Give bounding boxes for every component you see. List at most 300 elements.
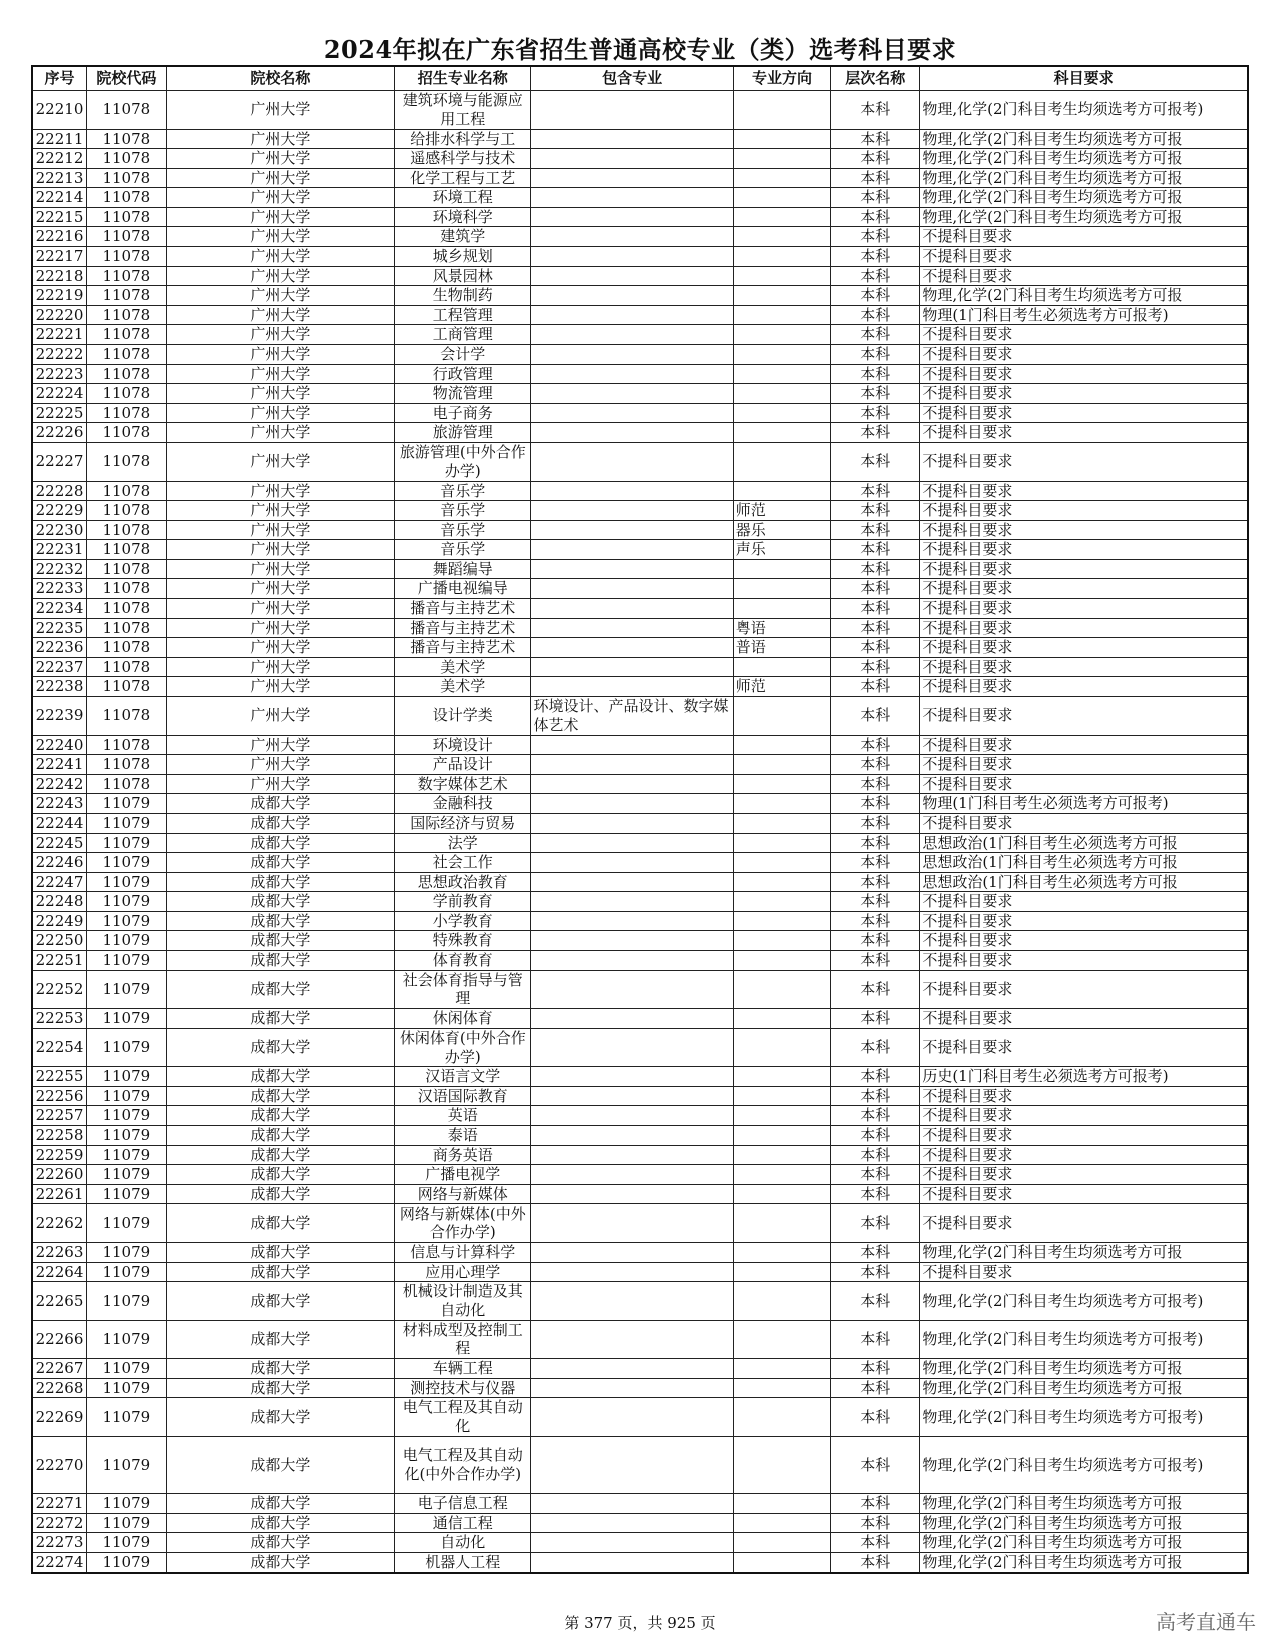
cell-seq: 22253 bbox=[32, 1009, 87, 1029]
cell-subject-req: 不提科目要求 bbox=[920, 227, 1248, 247]
cell-level: 本科 bbox=[831, 1320, 920, 1359]
cell-level: 本科 bbox=[831, 443, 920, 482]
cell-seq: 22213 bbox=[32, 168, 87, 188]
cell-school-name: 成都大学 bbox=[166, 794, 395, 814]
cell-direction bbox=[733, 1262, 830, 1282]
cell-included-majors bbox=[531, 1106, 733, 1126]
cell-subject-req: 物理,化学(2门科目考生均须选考方可报 bbox=[920, 188, 1248, 208]
cell-major-name: 国际经济与贸易 bbox=[395, 813, 531, 833]
cell-school-name: 成都大学 bbox=[166, 931, 395, 951]
cell-school-code: 11078 bbox=[87, 345, 167, 365]
cell-direction bbox=[733, 305, 830, 325]
cell-level: 本科 bbox=[831, 1165, 920, 1185]
cell-seq: 22250 bbox=[32, 931, 87, 951]
cell-direction bbox=[733, 1106, 830, 1126]
cell-major-name: 信息与计算科学 bbox=[395, 1242, 531, 1262]
cell-direction bbox=[733, 188, 830, 208]
cell-included-majors bbox=[531, 892, 733, 912]
cell-included-majors bbox=[531, 227, 733, 247]
cell-level: 本科 bbox=[831, 638, 920, 658]
table-row bbox=[32, 325, 1248, 345]
cell-school-name: 广州大学 bbox=[166, 188, 395, 208]
cell-direction bbox=[733, 129, 830, 149]
cell-level: 本科 bbox=[831, 1359, 920, 1379]
cell-direction bbox=[733, 794, 830, 814]
cell-subject-req: 物理,化学(2门科目考生均须选考方可报考) bbox=[920, 91, 1248, 130]
cell-direction bbox=[733, 657, 830, 677]
cell-level: 本科 bbox=[831, 227, 920, 247]
table-row bbox=[32, 1028, 1248, 1067]
cell-major-name: 生物制药 bbox=[395, 286, 531, 306]
cell-included-majors bbox=[531, 1494, 733, 1514]
table-row bbox=[32, 1184, 1248, 1204]
cell-level: 本科 bbox=[831, 1009, 920, 1029]
cell-school-name: 成都大学 bbox=[166, 1145, 395, 1165]
table-row bbox=[32, 403, 1248, 423]
cell-subject-req: 思想政治(1门科目考生必须选考方可报 bbox=[920, 853, 1248, 873]
cell-school-code: 11079 bbox=[87, 794, 167, 814]
cell-seq: 22210 bbox=[32, 91, 87, 130]
cell-included-majors bbox=[531, 168, 733, 188]
cell-school-name: 广州大学 bbox=[166, 540, 395, 560]
cell-level: 本科 bbox=[831, 149, 920, 169]
cell-school-name: 成都大学 bbox=[166, 1533, 395, 1553]
cell-included-majors bbox=[531, 1533, 733, 1553]
cell-subject-req: 不提科目要求 bbox=[920, 1009, 1248, 1029]
cell-major-name: 汉语国际教育 bbox=[395, 1086, 531, 1106]
cell-school-code: 11079 bbox=[87, 1282, 167, 1321]
cell-subject-req: 物理,化学(2门科目考生均须选考方可报 bbox=[920, 1494, 1248, 1514]
table-row bbox=[32, 872, 1248, 892]
cell-school-name: 广州大学 bbox=[166, 697, 395, 736]
cell-direction bbox=[733, 423, 830, 443]
cell-included-majors bbox=[531, 1378, 733, 1398]
cell-level: 本科 bbox=[831, 970, 920, 1009]
table-row bbox=[32, 247, 1248, 267]
cell-subject-req: 不提科目要求 bbox=[920, 364, 1248, 384]
table-row bbox=[32, 305, 1248, 325]
cell-major-name: 广播电视编导 bbox=[395, 579, 531, 599]
cell-school-code: 11078 bbox=[87, 384, 167, 404]
cell-included-majors bbox=[531, 1204, 733, 1243]
header-school-code: 院校代码 bbox=[87, 66, 167, 91]
cell-level: 本科 bbox=[831, 657, 920, 677]
cell-school-name: 广州大学 bbox=[166, 755, 395, 775]
cell-major-name: 网络与新媒体(中外合作办学) bbox=[395, 1204, 531, 1243]
table-body bbox=[32, 91, 1248, 1573]
cell-seq: 22224 bbox=[32, 384, 87, 404]
cell-seq: 22238 bbox=[32, 677, 87, 697]
cell-major-name: 金融科技 bbox=[395, 794, 531, 814]
cell-included-majors bbox=[531, 794, 733, 814]
table-row bbox=[32, 657, 1248, 677]
cell-school-name: 成都大学 bbox=[166, 1494, 395, 1514]
cell-level: 本科 bbox=[831, 481, 920, 501]
cell-subject-req: 不提科目要求 bbox=[920, 970, 1248, 1009]
cell-level: 本科 bbox=[831, 501, 920, 521]
table-row bbox=[32, 1513, 1248, 1533]
cell-school-code: 11078 bbox=[87, 91, 167, 130]
cell-school-code: 11079 bbox=[87, 1184, 167, 1204]
cell-level: 本科 bbox=[831, 247, 920, 267]
requirements-table bbox=[31, 65, 1249, 1574]
cell-school-name: 成都大学 bbox=[166, 1359, 395, 1379]
cell-school-code: 11079 bbox=[87, 951, 167, 971]
cell-subject-req: 物理,化学(2门科目考生均须选考方可报考) bbox=[920, 1282, 1248, 1321]
cell-school-name: 广州大学 bbox=[166, 520, 395, 540]
cell-school-name: 广州大学 bbox=[166, 657, 395, 677]
cell-level: 本科 bbox=[831, 540, 920, 560]
cell-level: 本科 bbox=[831, 677, 920, 697]
cell-seq: 22262 bbox=[32, 1204, 87, 1243]
cell-direction bbox=[733, 345, 830, 365]
cell-school-code: 11079 bbox=[87, 833, 167, 853]
table-row bbox=[32, 384, 1248, 404]
cell-seq: 22272 bbox=[32, 1513, 87, 1533]
cell-major-name: 应用心理学 bbox=[395, 1262, 531, 1282]
cell-level: 本科 bbox=[831, 559, 920, 579]
cell-school-name: 成都大学 bbox=[166, 1378, 395, 1398]
cell-major-name: 社会体育指导与管理 bbox=[395, 970, 531, 1009]
cell-included-majors bbox=[531, 813, 733, 833]
cell-subject-req: 思想政治(1门科目考生必须选考方可报 bbox=[920, 872, 1248, 892]
cell-level: 本科 bbox=[831, 735, 920, 755]
table-row bbox=[32, 1145, 1248, 1165]
cell-included-majors bbox=[531, 1553, 733, 1573]
cell-major-name: 数字媒体艺术 bbox=[395, 774, 531, 794]
cell-seq: 22259 bbox=[32, 1145, 87, 1165]
cell-major-name: 设计学类 bbox=[395, 697, 531, 736]
table-row bbox=[32, 794, 1248, 814]
cell-subject-req: 不提科目要求 bbox=[920, 735, 1248, 755]
cell-level: 本科 bbox=[831, 1184, 920, 1204]
header-subject-req: 科目要求 bbox=[920, 66, 1248, 91]
table-row bbox=[32, 1533, 1248, 1553]
cell-seq: 22256 bbox=[32, 1086, 87, 1106]
cell-major-name: 学前教育 bbox=[395, 892, 531, 912]
cell-school-code: 11078 bbox=[87, 207, 167, 227]
cell-included-majors bbox=[531, 1242, 733, 1262]
cell-school-name: 成都大学 bbox=[166, 1204, 395, 1243]
cell-level: 本科 bbox=[831, 1126, 920, 1146]
table-row bbox=[32, 677, 1248, 697]
cell-major-name: 电子商务 bbox=[395, 403, 531, 423]
cell-subject-req: 不提科目要求 bbox=[920, 1106, 1248, 1126]
cell-level: 本科 bbox=[831, 345, 920, 365]
page-footer: 第 377 页，共 925 页 bbox=[564, 1614, 716, 1632]
cell-school-code: 11078 bbox=[87, 168, 167, 188]
cell-subject-req: 不提科目要求 bbox=[920, 638, 1248, 658]
cell-direction bbox=[733, 1028, 830, 1067]
cell-major-name: 播音与主持艺术 bbox=[395, 618, 531, 638]
cell-subject-req: 不提科目要求 bbox=[920, 1165, 1248, 1185]
cell-major-name: 广播电视学 bbox=[395, 1165, 531, 1185]
cell-direction: 普语 bbox=[733, 638, 830, 658]
cell-major-name: 建筑学 bbox=[395, 227, 531, 247]
table-row bbox=[32, 970, 1248, 1009]
cell-direction bbox=[733, 951, 830, 971]
cell-school-name: 成都大学 bbox=[166, 951, 395, 971]
cell-level: 本科 bbox=[831, 911, 920, 931]
cell-subject-req: 物理,化学(2门科目考生均须选考方可报 bbox=[920, 207, 1248, 227]
cell-seq: 22219 bbox=[32, 286, 87, 306]
table-row bbox=[32, 1067, 1248, 1087]
cell-included-majors bbox=[531, 677, 733, 697]
cell-included-majors bbox=[531, 247, 733, 267]
cell-level: 本科 bbox=[831, 1028, 920, 1067]
page-title: 2024年拟在广东省招生普通高校专业（类）选考科目要求 bbox=[323, 35, 957, 64]
cell-school-name: 成都大学 bbox=[166, 833, 395, 853]
cell-included-majors bbox=[531, 1145, 733, 1165]
cell-subject-req: 物理,化学(2门科目考生均须选考方可报考) bbox=[920, 1436, 1248, 1494]
cell-level: 本科 bbox=[831, 1262, 920, 1282]
cell-subject-req: 不提科目要求 bbox=[920, 1086, 1248, 1106]
table-row bbox=[32, 345, 1248, 365]
cell-subject-req: 物理,化学(2门科目考生均须选考方可报 bbox=[920, 1533, 1248, 1553]
cell-school-code: 11079 bbox=[87, 1028, 167, 1067]
cell-school-name: 成都大学 bbox=[166, 813, 395, 833]
cell-level: 本科 bbox=[831, 579, 920, 599]
cell-school-code: 11078 bbox=[87, 227, 167, 247]
cell-direction bbox=[733, 286, 830, 306]
cell-seq: 22242 bbox=[32, 774, 87, 794]
cell-school-code: 11078 bbox=[87, 403, 167, 423]
cell-major-name: 产品设计 bbox=[395, 755, 531, 775]
cell-level: 本科 bbox=[831, 286, 920, 306]
cell-school-name: 成都大学 bbox=[166, 1184, 395, 1204]
cell-school-name: 成都大学 bbox=[166, 1126, 395, 1146]
cell-school-code: 11078 bbox=[87, 129, 167, 149]
cell-included-majors bbox=[531, 423, 733, 443]
cell-school-code: 11078 bbox=[87, 188, 167, 208]
cell-level: 本科 bbox=[831, 1067, 920, 1087]
cell-included-majors bbox=[531, 325, 733, 345]
cell-major-name: 机械设计制造及其自动化 bbox=[395, 1282, 531, 1321]
cell-seq: 22241 bbox=[32, 755, 87, 775]
cell-included-majors bbox=[531, 1282, 733, 1321]
cell-seq: 22214 bbox=[32, 188, 87, 208]
cell-subject-req: 不提科目要求 bbox=[920, 599, 1248, 619]
cell-included-majors bbox=[531, 579, 733, 599]
table-row bbox=[32, 443, 1248, 482]
cell-school-name: 广州大学 bbox=[166, 559, 395, 579]
table-row bbox=[32, 1204, 1248, 1243]
cell-major-name: 工商管理 bbox=[395, 325, 531, 345]
cell-major-name: 法学 bbox=[395, 833, 531, 853]
cell-school-name: 成都大学 bbox=[166, 1106, 395, 1126]
table-row bbox=[32, 364, 1248, 384]
table-row bbox=[32, 1086, 1248, 1106]
cell-school-code: 11078 bbox=[87, 149, 167, 169]
cell-direction bbox=[733, 931, 830, 951]
cell-included-majors bbox=[531, 970, 733, 1009]
table-row bbox=[32, 599, 1248, 619]
table-row bbox=[32, 813, 1248, 833]
cell-seq: 22269 bbox=[32, 1398, 87, 1437]
cell-school-code: 11079 bbox=[87, 1359, 167, 1379]
cell-major-name: 音乐学 bbox=[395, 520, 531, 540]
cell-subject-req: 不提科目要求 bbox=[920, 403, 1248, 423]
cell-school-code: 11079 bbox=[87, 1009, 167, 1029]
cell-level: 本科 bbox=[831, 403, 920, 423]
cell-major-name: 电气工程及其自动化 bbox=[395, 1398, 531, 1437]
cell-school-code: 11079 bbox=[87, 1126, 167, 1146]
cell-direction bbox=[733, 579, 830, 599]
cell-school-code: 11079 bbox=[87, 813, 167, 833]
cell-school-code: 11078 bbox=[87, 579, 167, 599]
table-row bbox=[32, 266, 1248, 286]
cell-school-code: 11078 bbox=[87, 501, 167, 521]
cell-direction bbox=[733, 1009, 830, 1029]
cell-included-majors bbox=[531, 1513, 733, 1533]
cell-included-majors bbox=[531, 755, 733, 775]
cell-seq: 22227 bbox=[32, 443, 87, 482]
cell-level: 本科 bbox=[831, 266, 920, 286]
table-row bbox=[32, 638, 1248, 658]
cell-seq: 22260 bbox=[32, 1165, 87, 1185]
cell-included-majors bbox=[531, 384, 733, 404]
cell-school-name: 广州大学 bbox=[166, 91, 395, 130]
cell-direction bbox=[733, 1320, 830, 1359]
cell-subject-req: 物理,化学(2门科目考生均须选考方可报考) bbox=[920, 1398, 1248, 1437]
cell-included-majors bbox=[531, 1359, 733, 1379]
cell-major-name: 播音与主持艺术 bbox=[395, 638, 531, 658]
table-row bbox=[32, 1165, 1248, 1185]
cell-school-name: 广州大学 bbox=[166, 481, 395, 501]
cell-school-name: 成都大学 bbox=[166, 1513, 395, 1533]
cell-major-name: 车辆工程 bbox=[395, 1359, 531, 1379]
cell-school-name: 成都大学 bbox=[166, 970, 395, 1009]
cell-included-majors bbox=[531, 364, 733, 384]
cell-school-code: 11078 bbox=[87, 305, 167, 325]
cell-direction bbox=[733, 1359, 830, 1379]
table-row bbox=[32, 1262, 1248, 1282]
cell-subject-req: 物理,化学(2门科目考生均须选考方可报 bbox=[920, 129, 1248, 149]
cell-seq: 22265 bbox=[32, 1282, 87, 1321]
cell-included-majors bbox=[531, 1126, 733, 1146]
cell-level: 本科 bbox=[831, 384, 920, 404]
cell-included-majors bbox=[531, 599, 733, 619]
cell-level: 本科 bbox=[831, 1398, 920, 1437]
cell-school-code: 11079 bbox=[87, 892, 167, 912]
cell-subject-req: 不提科目要求 bbox=[920, 774, 1248, 794]
table-row bbox=[32, 931, 1248, 951]
cell-direction bbox=[733, 911, 830, 931]
cell-subject-req: 不提科目要求 bbox=[920, 540, 1248, 560]
cell-major-name: 美术学 bbox=[395, 657, 531, 677]
cell-major-name: 泰语 bbox=[395, 1126, 531, 1146]
cell-school-name: 广州大学 bbox=[166, 423, 395, 443]
cell-included-majors bbox=[531, 657, 733, 677]
cell-seq: 22225 bbox=[32, 403, 87, 423]
cell-school-code: 11078 bbox=[87, 755, 167, 775]
cell-school-name: 广州大学 bbox=[166, 677, 395, 697]
cell-major-name: 社会工作 bbox=[395, 853, 531, 873]
cell-level: 本科 bbox=[831, 1494, 920, 1514]
cell-included-majors: 环境设计、产品设计、数字媒体艺术 bbox=[531, 697, 733, 736]
cell-school-code: 11078 bbox=[87, 247, 167, 267]
cell-subject-req: 物理,化学(2门科目考生均须选考方可报 bbox=[920, 286, 1248, 306]
table-row bbox=[32, 481, 1248, 501]
cell-school-name: 成都大学 bbox=[166, 1262, 395, 1282]
cell-school-name: 成都大学 bbox=[166, 1165, 395, 1185]
cell-subject-req: 不提科目要求 bbox=[920, 520, 1248, 540]
cell-school-name: 广州大学 bbox=[166, 305, 395, 325]
cell-school-code: 11079 bbox=[87, 1106, 167, 1126]
cell-school-code: 11078 bbox=[87, 540, 167, 560]
cell-subject-req: 不提科目要求 bbox=[920, 1028, 1248, 1067]
table-row bbox=[32, 618, 1248, 638]
cell-major-name: 测控技术与仪器 bbox=[395, 1378, 531, 1398]
cell-included-majors bbox=[531, 735, 733, 755]
cell-school-code: 11079 bbox=[87, 1398, 167, 1437]
table-row bbox=[32, 1494, 1248, 1514]
cell-major-name: 体育教育 bbox=[395, 951, 531, 971]
cell-subject-req: 不提科目要求 bbox=[920, 697, 1248, 736]
cell-seq: 22270 bbox=[32, 1436, 87, 1494]
cell-school-code: 11079 bbox=[87, 1320, 167, 1359]
cell-seq: 22258 bbox=[32, 1126, 87, 1146]
cell-included-majors bbox=[531, 1262, 733, 1282]
cell-level: 本科 bbox=[831, 1145, 920, 1165]
cell-school-code: 11079 bbox=[87, 853, 167, 873]
cell-direction: 师范 bbox=[733, 501, 830, 521]
cell-included-majors bbox=[531, 91, 733, 130]
table-header-row bbox=[32, 66, 1248, 91]
cell-seq: 22274 bbox=[32, 1553, 87, 1573]
cell-level: 本科 bbox=[831, 520, 920, 540]
cell-school-code: 11078 bbox=[87, 481, 167, 501]
cell-major-name: 环境工程 bbox=[395, 188, 531, 208]
cell-level: 本科 bbox=[831, 1204, 920, 1243]
cell-school-code: 11079 bbox=[87, 1513, 167, 1533]
cell-direction bbox=[733, 325, 830, 345]
table-row bbox=[32, 951, 1248, 971]
cell-seq: 22234 bbox=[32, 599, 87, 619]
cell-level: 本科 bbox=[831, 794, 920, 814]
cell-seq: 22240 bbox=[32, 735, 87, 755]
cell-school-name: 广州大学 bbox=[166, 149, 395, 169]
cell-included-majors bbox=[531, 1398, 733, 1437]
cell-major-name: 旅游管理 bbox=[395, 423, 531, 443]
table-row bbox=[32, 1242, 1248, 1262]
brand-logo: 高考直通车 bbox=[1156, 1610, 1256, 1634]
cell-major-name: 工程管理 bbox=[395, 305, 531, 325]
cell-subject-req: 不提科目要求 bbox=[920, 892, 1248, 912]
cell-direction bbox=[733, 227, 830, 247]
cell-school-name: 广州大学 bbox=[166, 286, 395, 306]
table-row bbox=[32, 1378, 1248, 1398]
cell-subject-req: 不提科目要求 bbox=[920, 911, 1248, 931]
cell-direction bbox=[733, 1398, 830, 1437]
cell-included-majors bbox=[531, 774, 733, 794]
cell-subject-req: 不提科目要求 bbox=[920, 677, 1248, 697]
cell-direction bbox=[733, 735, 830, 755]
cell-included-majors bbox=[531, 345, 733, 365]
table-row bbox=[32, 1436, 1248, 1494]
cell-major-name: 机器人工程 bbox=[395, 1553, 531, 1573]
table-row bbox=[32, 1282, 1248, 1321]
cell-subject-req: 不提科目要求 bbox=[920, 579, 1248, 599]
table-row bbox=[32, 911, 1248, 931]
cell-seq: 22267 bbox=[32, 1359, 87, 1379]
cell-seq: 22232 bbox=[32, 559, 87, 579]
cell-included-majors bbox=[531, 1028, 733, 1067]
cell-direction bbox=[733, 892, 830, 912]
table-row bbox=[32, 1553, 1248, 1573]
cell-school-name: 广州大学 bbox=[166, 638, 395, 658]
cell-school-code: 11079 bbox=[87, 1067, 167, 1087]
